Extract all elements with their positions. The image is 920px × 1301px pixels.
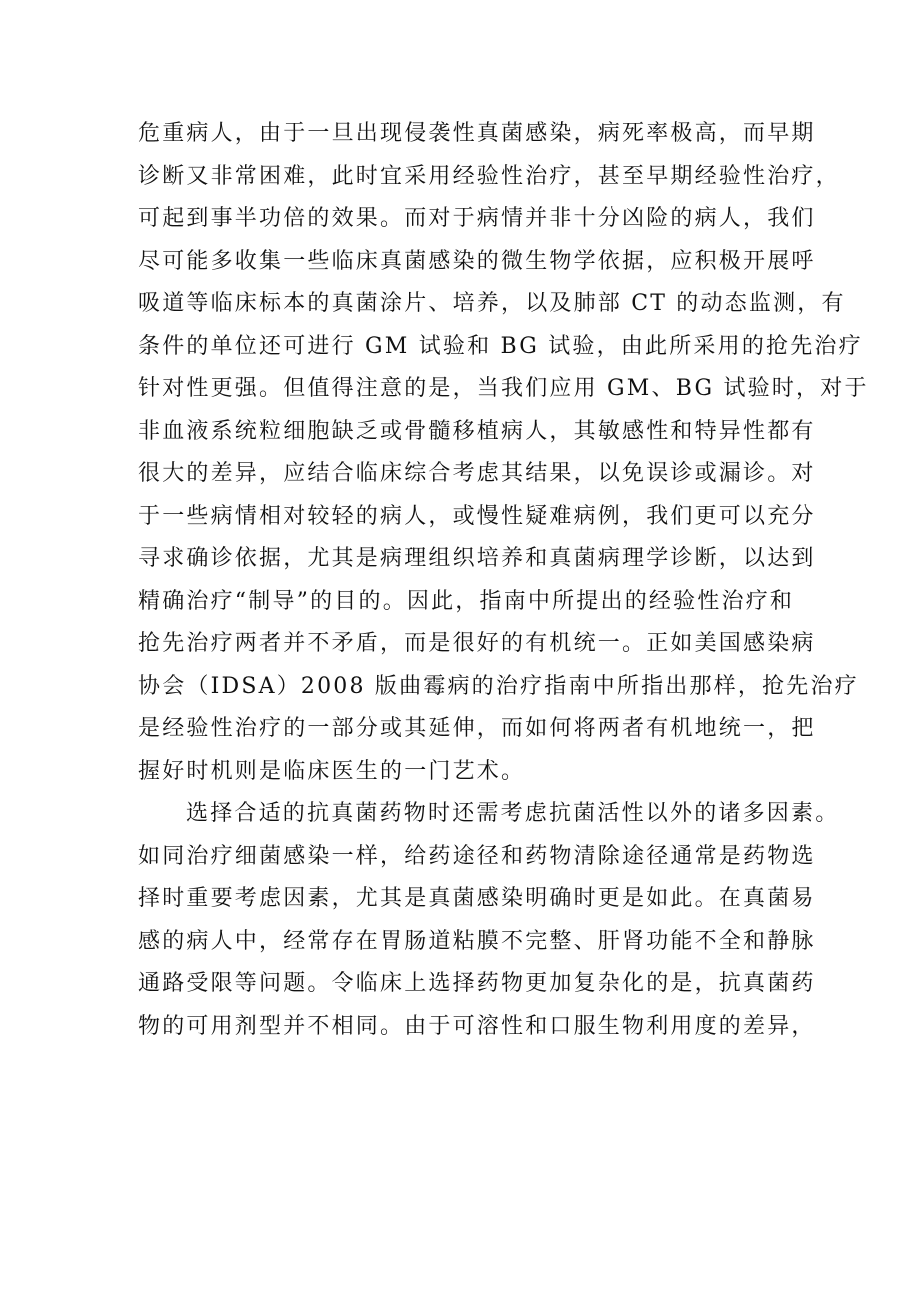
text-line: 非血液系统粒细胞缺乏或骨髓移植病人，其敏感性和特异性都有 bbox=[138, 418, 816, 444]
text-line: 可起到事半功倍的效果。而对于病情并非十分凶险的病人，我们 bbox=[138, 206, 816, 231]
text-line: 很大的差异，应结合临床综合考虑其结果，以免误诊或漏诊。对 bbox=[138, 461, 816, 486]
text-line: 如同治疗细菌感染一样，给药途径和药物清除途径通常是药物选 bbox=[138, 843, 816, 869]
text-line: 协会（IDSA）2008 版曲霉病的治疗指南中所指出那样，抢先治疗 bbox=[138, 673, 859, 699]
text-line: 通路受限等问题。令临床上选择药物更加复杂化的是，抗真菌药 bbox=[138, 971, 816, 996]
text-line: 吸道等临床标本的真菌涂片、培养，以及肺部 CT 的动态监测，有 bbox=[138, 291, 846, 316]
text-line: 物的可用剂型并不相同。由于可溶性和口服生物利用度的差异， bbox=[138, 1013, 816, 1039]
body-text bbox=[138, 113, 869, 1048]
text-line: 精确治疗“制导”的目的。因此，指南中所提出的经验性治疗和 bbox=[138, 588, 795, 614]
text-line: 感的病人中，经常存在胃肠道粘膜不完整、肝肾功能不全和静脉 bbox=[138, 928, 816, 954]
text-line: 抢先治疗两者并不矛盾，而是很好的有机统一。正如美国感染病 bbox=[138, 631, 816, 656]
text-line: 寻求确诊依据，尤其是病理组织培养和真菌病理学诊断，以达到 bbox=[138, 546, 816, 571]
paragraph-2 bbox=[138, 793, 840, 1048]
text-line: 选择合适的抗真菌药物时还需考虑抗菌活性以外的诸多因素。 bbox=[186, 801, 840, 826]
text-line: 是经验性治疗的一部分或其延伸，而如何将两者有机地统一，把 bbox=[138, 716, 816, 741]
text-line: 尽可能多收集一些临床真菌感染的微生物学依据，应积极开展呼 bbox=[138, 248, 816, 274]
text-line: 诊断又非常困难，此时宜采用经验性治疗，甚至早期经验性治疗， bbox=[138, 163, 840, 189]
text-line: 危重病人，由于一旦出现侵袭性真菌感染，病死率极高，而早期 bbox=[138, 121, 816, 146]
text-line: 针对性更强。但值得注意的是，当我们应用 GM、BG 试验时，对于 bbox=[138, 376, 869, 401]
text-line: 条件的单位还可进行 GM 试验和 BG 试验，由此所采用的抢先治疗 bbox=[138, 333, 863, 359]
text-line: 于一些病情相对较轻的病人，或慢性疑难病例，我们更可以充分 bbox=[138, 503, 816, 529]
text-line: 择时重要考虑因素，尤其是真菌感染明确时更是如此。在真菌易 bbox=[138, 886, 816, 911]
text-line: 握好时机则是临床医生的一门艺术。 bbox=[138, 758, 526, 784]
paragraph-1 bbox=[138, 113, 869, 793]
